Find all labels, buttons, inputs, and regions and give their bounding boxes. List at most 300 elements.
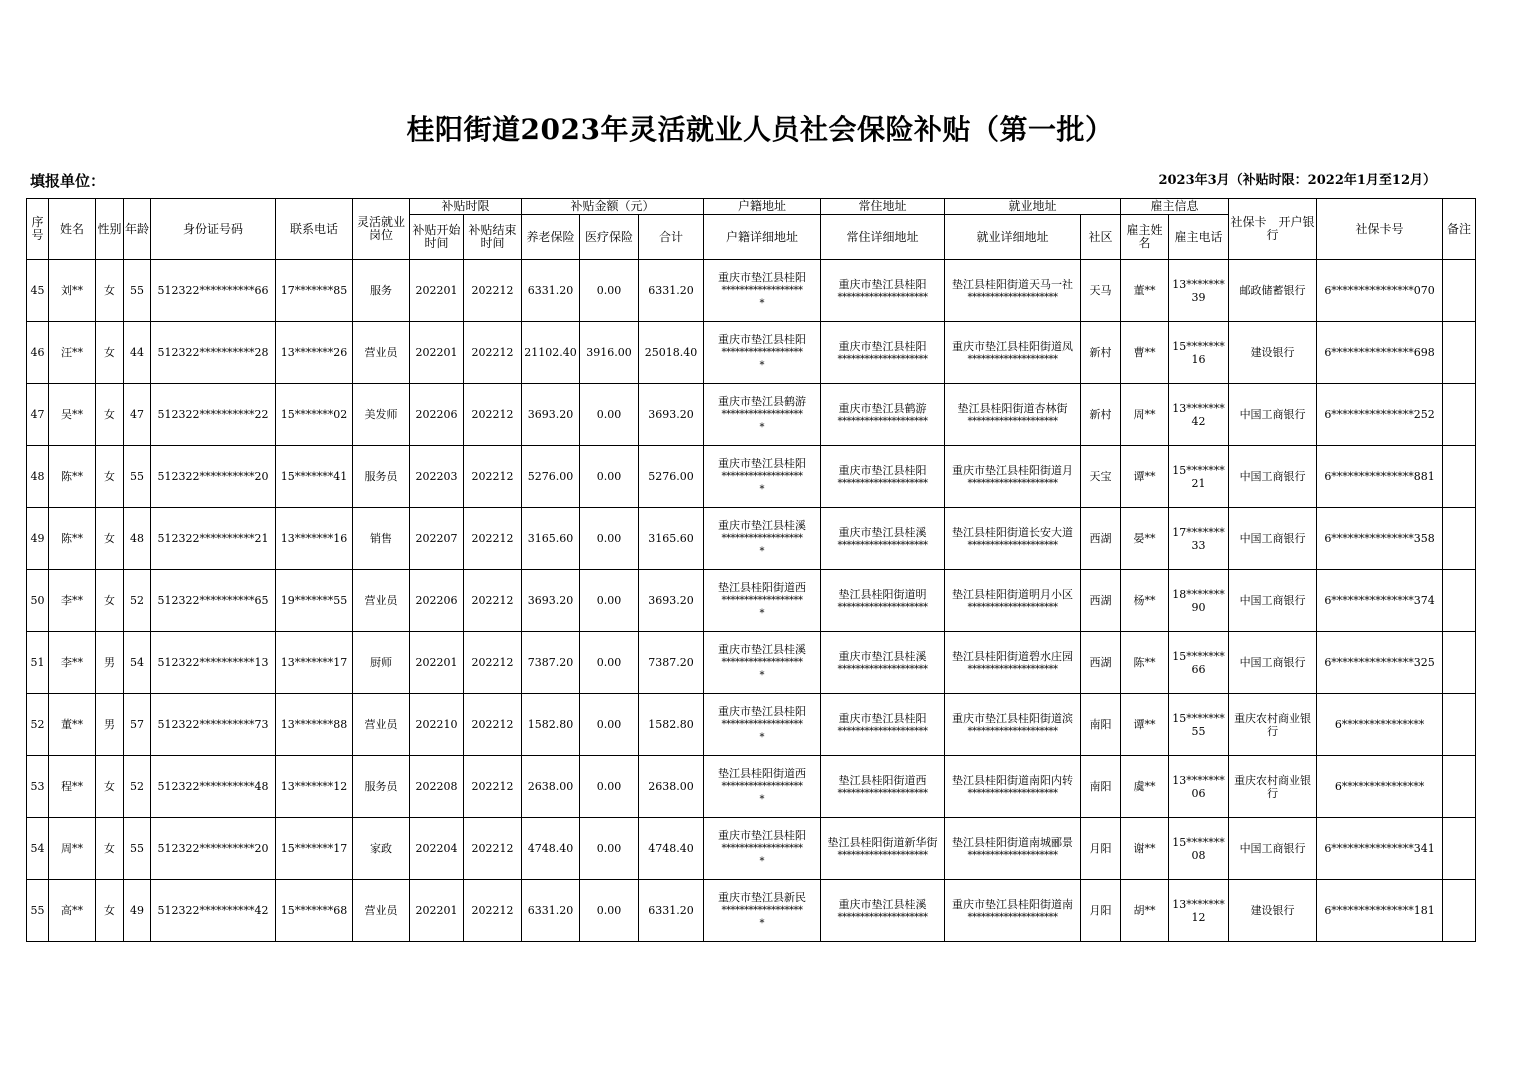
work-address-mask: ******************** (967, 601, 1058, 613)
employer-phone-suffix: 12 (1191, 910, 1206, 924)
cell-community: 西湖 (1081, 632, 1121, 694)
header-total: 合计 (639, 215, 704, 260)
work-address-mask: ******************** (967, 415, 1058, 427)
header-work-detail: 就业详细地址 (945, 215, 1081, 260)
cell-age: 54 (124, 632, 151, 694)
residence-address-mask: ******************** (837, 415, 928, 427)
cell-pension: 6331.20 (522, 260, 580, 322)
cell-card-no: 6***************181 (1317, 880, 1443, 942)
cell-id-no: 512322**********42 (151, 880, 276, 942)
cell-employer-name: 陈** (1121, 632, 1169, 694)
employer-phone-prefix: 15******* (1172, 711, 1225, 725)
cell-job: 服务员 (353, 446, 410, 508)
table-row (27, 880, 1476, 942)
employer-phone-suffix: 16 (1191, 352, 1206, 366)
residence-address-mask: ******************** (837, 477, 928, 489)
cell-work-address (945, 446, 1081, 508)
employer-phone-prefix: 15******* (1172, 463, 1225, 477)
household-address-mask: ****************** (721, 657, 803, 668)
cell-name: 刘** (49, 260, 96, 322)
cell-household-address (704, 508, 821, 570)
cell-id-no: 512322**********20 (151, 818, 276, 880)
cell-total: 3693.20 (639, 384, 704, 446)
cell-remark (1443, 632, 1476, 694)
household-address-line: 垫江县桂阳街道西 (718, 581, 807, 594)
cell-card-no: 6*************** (1317, 756, 1443, 818)
subsidy-table (26, 198, 1476, 942)
cell-household-address (704, 818, 821, 880)
cell-end: 202212 (464, 818, 522, 880)
work-address-line: 垫江县桂阳街道南阳内转 (952, 773, 1074, 787)
cell-total: 3693.20 (639, 570, 704, 632)
cell-total: 7387.20 (639, 632, 704, 694)
household-address-mask: ****************** (721, 781, 803, 792)
header-community: 社区 (1081, 215, 1121, 260)
cell-medical: 0.00 (580, 260, 639, 322)
cell-remark (1443, 508, 1476, 570)
cell-end: 202212 (464, 570, 522, 632)
household-address-mask-end: * (759, 918, 765, 929)
cell-work-address (945, 260, 1081, 322)
cell-card-no: 6*************** (1317, 694, 1443, 756)
cell-seq: 49 (27, 508, 49, 570)
cell-start: 202201 (410, 880, 464, 942)
employer-phone-prefix: 13******* (1172, 401, 1225, 415)
household-address-mask: ****************** (721, 843, 803, 854)
cell-pension: 2638.00 (522, 756, 580, 818)
residence-address-line: 垫江县桂阳街道明 (838, 587, 927, 601)
household-address-mask-end: * (759, 794, 765, 805)
cell-household-address (704, 570, 821, 632)
cell-remark (1443, 818, 1476, 880)
cell-pension: 4748.40 (522, 818, 580, 880)
household-address-mask: ****************** (721, 409, 803, 420)
table-row (27, 260, 1476, 322)
cell-start: 202206 (410, 570, 464, 632)
cell-community: 南阳 (1081, 756, 1121, 818)
household-address-mask-end: * (759, 298, 765, 309)
cell-name: 李** (49, 632, 96, 694)
table-header (27, 199, 1476, 260)
work-address-line: 重庆市垫江县桂阳街道月 (952, 463, 1074, 477)
household-address-mask-end: * (759, 546, 765, 557)
cell-id-no: 512322**********21 (151, 508, 276, 570)
cell-employer-phone (1169, 756, 1229, 818)
residence-address-line: 垫江县桂阳街道西 (838, 773, 927, 787)
cell-work-address (945, 322, 1081, 384)
cell-remark (1443, 446, 1476, 508)
cell-work-address (945, 384, 1081, 446)
household-address-mask-end: * (759, 856, 765, 867)
cell-name: 陈** (49, 508, 96, 570)
cell-id-no: 512322**********20 (151, 446, 276, 508)
cell-medical: 3916.00 (580, 322, 639, 384)
cell-card-no: 6***************358 (1317, 508, 1443, 570)
household-address-line: 重庆市垫江县桂阳 (718, 705, 807, 718)
cell-work-address (945, 694, 1081, 756)
cell-employer-name: 谭** (1121, 694, 1169, 756)
cell-name: 周** (49, 818, 96, 880)
cell-pension: 3693.20 (522, 570, 580, 632)
cell-card-no: 6***************325 (1317, 632, 1443, 694)
cell-seq: 55 (27, 880, 49, 942)
cell-gender: 男 (96, 632, 124, 694)
cell-phone: 19*******55 (276, 570, 353, 632)
cell-card-no: 6***************252 (1317, 384, 1443, 446)
employer-phone-suffix: 21 (1191, 476, 1206, 490)
cell-residence-address (821, 508, 945, 570)
cell-phone: 13*******17 (276, 632, 353, 694)
cell-employer-phone (1169, 446, 1229, 508)
household-address-line: 垫江县桂阳街道西 (718, 767, 807, 780)
residence-address-line: 重庆市垫江县桂阳 (838, 339, 927, 353)
cell-name: 高** (49, 880, 96, 942)
work-address-mask: ******************** (967, 477, 1058, 489)
cell-gender: 女 (96, 384, 124, 446)
cell-phone: 15*******41 (276, 446, 353, 508)
cell-remark (1443, 570, 1476, 632)
cell-bank: 中国工商银行 (1229, 818, 1317, 880)
work-address-line: 垫江县桂阳街道杏林街 (957, 401, 1068, 415)
cell-remark (1443, 260, 1476, 322)
cell-residence-address (821, 632, 945, 694)
header-id-no: 身份证号码 (151, 199, 276, 260)
cell-remark (1443, 694, 1476, 756)
cell-household-address (704, 632, 821, 694)
header-phone: 联系电话 (276, 199, 353, 260)
cell-residence-address (821, 694, 945, 756)
cell-community: 天马 (1081, 260, 1121, 322)
employer-phone-prefix: 13******* (1172, 897, 1225, 911)
cell-start: 202204 (410, 818, 464, 880)
cell-name: 董** (49, 694, 96, 756)
cell-end: 202212 (464, 384, 522, 446)
cell-start: 202203 (410, 446, 464, 508)
cell-pension: 1582.80 (522, 694, 580, 756)
household-address-mask: ****************** (721, 471, 803, 482)
household-address-line: 重庆市垫江县鹤游 (718, 395, 807, 408)
work-address-mask: ******************** (967, 787, 1058, 799)
employer-phone-suffix: 90 (1191, 600, 1206, 614)
cell-job: 营业员 (353, 880, 410, 942)
cell-remark (1443, 880, 1476, 942)
cell-residence-address (821, 322, 945, 384)
cell-phone: 13*******26 (276, 322, 353, 384)
cell-employer-phone (1169, 322, 1229, 384)
cell-gender: 女 (96, 570, 124, 632)
cell-employer-phone (1169, 694, 1229, 756)
cell-end: 202212 (464, 694, 522, 756)
table-row (27, 818, 1476, 880)
cell-remark (1443, 384, 1476, 446)
cell-bank: 中国工商银行 (1229, 508, 1317, 570)
residence-address-mask: ******************** (837, 725, 928, 737)
header-pension: 养老保险 (522, 215, 580, 260)
cell-age: 52 (124, 756, 151, 818)
cell-employer-phone (1169, 880, 1229, 942)
work-address-line: 重庆市垫江县桂阳街道凤 (952, 339, 1074, 353)
table-row (27, 384, 1476, 446)
cell-age: 52 (124, 570, 151, 632)
employer-phone-suffix: 55 (1191, 724, 1206, 738)
table-row (27, 632, 1476, 694)
residence-address-line: 重庆市垫江县鹤游 (838, 401, 927, 415)
table-row (27, 322, 1476, 384)
cell-medical: 0.00 (580, 818, 639, 880)
header-residence-detail: 常住详细地址 (821, 215, 945, 260)
residence-address-line: 重庆市垫江县桂溪 (838, 897, 927, 911)
cell-employer-name: 谭** (1121, 446, 1169, 508)
cell-gender: 女 (96, 818, 124, 880)
cell-employer-name: 周** (1121, 384, 1169, 446)
cell-medical: 0.00 (580, 880, 639, 942)
cell-employer-phone (1169, 570, 1229, 632)
cell-work-address (945, 570, 1081, 632)
cell-medical: 0.00 (580, 632, 639, 694)
residence-address-line: 垫江县桂阳街道新华街 (827, 835, 938, 849)
cell-seq: 51 (27, 632, 49, 694)
work-address-mask: ******************** (967, 663, 1058, 675)
header-seq: 序号 (27, 199, 49, 260)
cell-medical: 0.00 (580, 756, 639, 818)
cell-seq: 53 (27, 756, 49, 818)
cell-start: 202207 (410, 508, 464, 570)
cell-card-no: 6***************341 (1317, 818, 1443, 880)
cell-name: 陈** (49, 446, 96, 508)
cell-medical: 0.00 (580, 508, 639, 570)
residence-address-mask: ******************** (837, 291, 928, 303)
cell-community: 西湖 (1081, 508, 1121, 570)
cell-name: 程** (49, 756, 96, 818)
cell-seq: 45 (27, 260, 49, 322)
work-address-line: 重庆市垫江县桂阳街道滨 (952, 711, 1074, 725)
cell-residence-address (821, 818, 945, 880)
cell-job: 家政 (353, 818, 410, 880)
cell-id-no: 512322**********66 (151, 260, 276, 322)
header-bank: 社保卡 开户银行 (1229, 199, 1317, 260)
cell-household-address (704, 694, 821, 756)
cell-phone: 15*******68 (276, 880, 353, 942)
cell-seq: 48 (27, 446, 49, 508)
cell-pension: 5276.00 (522, 446, 580, 508)
cell-household-address (704, 384, 821, 446)
cell-medical: 0.00 (580, 446, 639, 508)
household-address-line: 重庆市垫江县桂阳 (718, 457, 807, 470)
work-address-line: 垫江县桂阳街道明月小区 (952, 587, 1074, 601)
cell-work-address (945, 880, 1081, 942)
cell-household-address (704, 322, 821, 384)
cell-total: 6331.20 (639, 880, 704, 942)
cell-id-no: 512322**********73 (151, 694, 276, 756)
cell-work-address (945, 818, 1081, 880)
cell-seq: 50 (27, 570, 49, 632)
household-address-mask: ****************** (721, 595, 803, 606)
cell-community: 南阳 (1081, 694, 1121, 756)
residence-address-line: 重庆市垫江县桂阳 (838, 711, 927, 725)
header-work-group: 就业地址 (945, 199, 1121, 215)
cell-id-no: 512322**********65 (151, 570, 276, 632)
work-address-mask: ******************** (967, 725, 1058, 737)
cell-gender: 女 (96, 260, 124, 322)
cell-phone: 13*******12 (276, 756, 353, 818)
cell-work-address (945, 632, 1081, 694)
residence-address-mask: ******************** (837, 787, 928, 799)
cell-end: 202212 (464, 446, 522, 508)
household-address-mask-end: * (759, 732, 765, 743)
cell-employer-name: 曹** (1121, 322, 1169, 384)
cell-seq: 54 (27, 818, 49, 880)
cell-age: 48 (124, 508, 151, 570)
cell-end: 202212 (464, 322, 522, 384)
cell-card-no: 6***************698 (1317, 322, 1443, 384)
work-address-line: 重庆市垫江县桂阳街道南 (952, 897, 1074, 911)
cell-age: 44 (124, 322, 151, 384)
cell-job: 美发师 (353, 384, 410, 446)
cell-employer-name: 虞** (1121, 756, 1169, 818)
cell-age: 49 (124, 880, 151, 942)
household-address-line: 重庆市垫江县新民 (718, 891, 807, 904)
employer-phone-prefix: 13******* (1172, 773, 1225, 787)
cell-employer-name: 晏** (1121, 508, 1169, 570)
residence-address-line: 重庆市垫江县桂阳 (838, 277, 927, 291)
cell-job: 销售 (353, 508, 410, 570)
header-gender: 性别 (96, 199, 124, 260)
cell-start: 202201 (410, 632, 464, 694)
employer-phone-suffix: 42 (1191, 414, 1206, 428)
cell-phone: 15*******17 (276, 818, 353, 880)
work-address-mask: ******************** (967, 911, 1058, 923)
cell-employer-phone (1169, 260, 1229, 322)
household-address-mask: ****************** (721, 533, 803, 544)
cell-community: 西湖 (1081, 570, 1121, 632)
residence-address-line: 重庆市垫江县桂溪 (838, 649, 927, 663)
cell-household-address (704, 260, 821, 322)
cell-bank: 重庆农村商业银行 (1229, 694, 1317, 756)
cell-medical: 0.00 (580, 384, 639, 446)
cell-bank: 建设银行 (1229, 880, 1317, 942)
header-employer-phone: 雇主电话 (1169, 215, 1229, 260)
residence-address-line: 重庆市垫江县桂溪 (838, 525, 927, 539)
employer-phone-prefix: 18******* (1172, 587, 1225, 601)
cell-id-no: 512322**********28 (151, 322, 276, 384)
cell-community: 新村 (1081, 384, 1121, 446)
cell-community: 月阳 (1081, 880, 1121, 942)
cell-id-no: 512322**********48 (151, 756, 276, 818)
cell-seq: 46 (27, 322, 49, 384)
work-address-line: 垫江县桂阳街道长安大道 (952, 525, 1074, 539)
header-employer-group: 雇主信息 (1121, 199, 1229, 215)
header-name: 姓名 (49, 199, 96, 260)
cell-community: 新村 (1081, 322, 1121, 384)
residence-address-line: 重庆市垫江县桂阳 (838, 463, 927, 477)
header-employer-name: 雇主姓名 (1121, 215, 1169, 260)
household-address-mask: ****************** (721, 719, 803, 730)
cell-employer-phone (1169, 508, 1229, 570)
employer-phone-prefix: 15******* (1172, 835, 1225, 849)
cell-gender: 女 (96, 322, 124, 384)
cell-phone: 15*******02 (276, 384, 353, 446)
cell-id-no: 512322**********22 (151, 384, 276, 446)
header-household-detail: 户籍详细地址 (704, 215, 821, 260)
cell-age: 55 (124, 818, 151, 880)
residence-address-mask: ******************** (837, 601, 928, 613)
cell-pension: 3165.60 (522, 508, 580, 570)
cell-bank: 中国工商银行 (1229, 384, 1317, 446)
cell-residence-address (821, 570, 945, 632)
cell-gender: 女 (96, 446, 124, 508)
work-address-mask: ******************** (967, 539, 1058, 551)
header-period-group: 补贴时限 (410, 199, 522, 215)
household-address-mask-end: * (759, 670, 765, 681)
cell-bank: 中国工商银行 (1229, 632, 1317, 694)
employer-phone-suffix: 39 (1191, 290, 1206, 304)
document-title: 桂阳街道2023年灵活就业人员社会保险补贴（第一批） (406, 113, 1114, 146)
cell-pension: 3693.20 (522, 384, 580, 446)
cell-medical: 0.00 (580, 694, 639, 756)
cell-bank: 中国工商银行 (1229, 570, 1317, 632)
cell-work-address (945, 756, 1081, 818)
employer-phone-suffix: 06 (1191, 786, 1206, 800)
report-date-label: 2023年3月（补贴时限：2022年1月至12月） (1158, 173, 1436, 188)
work-address-line: 垫江县桂阳街道南城郦景 (952, 835, 1074, 849)
household-address-line: 重庆市垫江县桂阳 (718, 333, 807, 346)
cell-card-no: 6***************881 (1317, 446, 1443, 508)
cell-job: 服务员 (353, 756, 410, 818)
cell-start: 202201 (410, 322, 464, 384)
employer-phone-suffix: 08 (1191, 848, 1206, 862)
employer-phone-prefix: 15******* (1172, 339, 1225, 353)
cell-pension: 7387.20 (522, 632, 580, 694)
table-row (27, 756, 1476, 818)
cell-total: 1582.80 (639, 694, 704, 756)
table-row (27, 508, 1476, 570)
cell-household-address (704, 756, 821, 818)
cell-residence-address (821, 446, 945, 508)
cell-age: 47 (124, 384, 151, 446)
cell-residence-address (821, 880, 945, 942)
cell-employer-name: 董** (1121, 260, 1169, 322)
cell-employer-name: 杨** (1121, 570, 1169, 632)
header-remark: 备注 (1443, 199, 1476, 260)
table-row (27, 570, 1476, 632)
cell-household-address (704, 880, 821, 942)
residence-address-mask: ******************** (837, 663, 928, 675)
household-address-mask-end: * (759, 422, 765, 433)
cell-bank: 重庆农村商业银行 (1229, 756, 1317, 818)
cell-employer-phone (1169, 632, 1229, 694)
cell-phone: 13*******16 (276, 508, 353, 570)
household-address-mask-end: * (759, 484, 765, 495)
cell-total: 3165.60 (639, 508, 704, 570)
cell-residence-address (821, 756, 945, 818)
cell-job: 厨师 (353, 632, 410, 694)
cell-id-no: 512322**********13 (151, 632, 276, 694)
cell-age: 55 (124, 260, 151, 322)
cell-name: 李** (49, 570, 96, 632)
work-address-line: 垫江县桂阳街道天马一社 (952, 277, 1074, 291)
employer-phone-suffix: 33 (1191, 538, 1206, 552)
cell-end: 202212 (464, 260, 522, 322)
cell-total: 6331.20 (639, 260, 704, 322)
header-age: 年龄 (124, 199, 151, 260)
cell-phone: 13*******88 (276, 694, 353, 756)
residence-address-mask: ******************** (837, 539, 928, 551)
cell-employer-name: 谢** (1121, 818, 1169, 880)
cell-gender: 男 (96, 694, 124, 756)
header-amount-group: 补贴金额（元） (522, 199, 704, 215)
reporting-unit-label: 填报单位： (30, 172, 106, 190)
cell-end: 202212 (464, 632, 522, 694)
